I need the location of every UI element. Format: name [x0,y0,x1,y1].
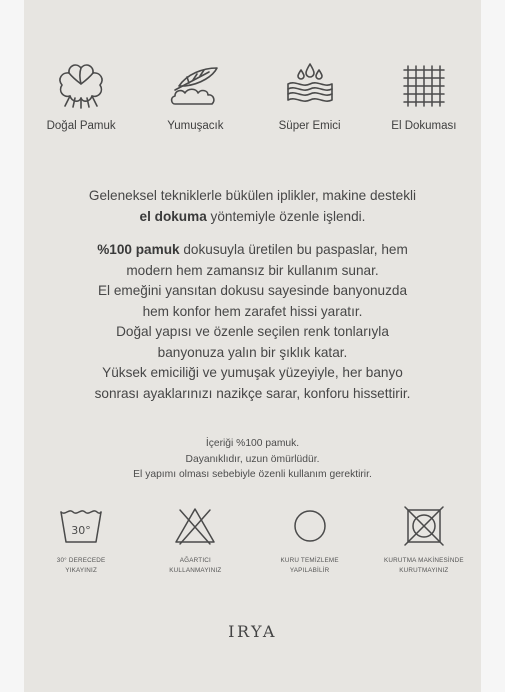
intro-paragraph [24,186,481,227]
intro-line: Geleneksel tekniklerle bükülen iplikler, makine destekli [88,188,417,203]
feature-soft [145,60,245,132]
body-line: El emeğini yansıtan dokusu sayesinde banyonuzda [97,283,408,298]
care-label-line: KURUTMAYINIZ [399,567,449,574]
care-label [57,556,106,576]
care-wash [26,504,136,576]
care-label-line: KULLANMAYINIZ [169,567,222,574]
body-line: modern hem zamansız bir kullanım sunar. [126,262,379,278]
body-line: sonrası ayaklarınızı nazikçe sarar, konforu hissettirir. [94,385,411,401]
care-label [384,556,464,576]
info-line: El yapımı olması sebebiyle özenli kullanım gerektirir. [133,469,372,480]
care-label-line: KURUTMA MAKİNESİNDE [384,557,464,564]
no-tumble-dry-icon [401,504,447,548]
care-label-line: YIKAYINIZ [65,567,97,574]
feature-label: Yumuşacık [167,120,224,132]
feature-handwoven [374,60,474,132]
care-label-line: 30° DERECEDE [56,557,106,564]
body-line: Doğal yapısı ve özenle seçilen renk tonlarıyla [116,324,389,339]
care-instructions-row [24,504,481,576]
feature-absorbent [260,60,360,132]
care-label [280,556,338,576]
care-label-line: AĞARTICI [179,557,211,564]
body-rest: dokusuyla üretilen bu paspaslar, hem [179,242,408,257]
info-line: Dayanıklıdır, uzun ömürlüdür. [185,453,320,465]
feature-label: El Dokuması [391,120,457,132]
body-line [24,240,481,261]
body-line: banyonuza yalın bir şıklık katar. [157,344,348,360]
intro-line [24,207,481,228]
care-no-tumble-dry [369,504,479,576]
care-label [169,556,221,576]
info-line: İçeriği %100 pamuk. [205,438,300,449]
intro-rest: yöntemiyle özenle işlendi. [206,208,366,224]
product-info-panel [24,0,481,692]
body-bold: %100 pamuk [97,242,180,257]
absorbent-drops-icon [282,60,338,112]
woven-grid-icon [396,60,452,112]
info-notes [24,436,481,483]
body-paragraph [24,240,481,404]
cotton-icon [53,60,109,112]
no-bleach-icon [172,504,218,548]
wash-temperature-text: 30° [71,524,91,537]
care-no-bleach [140,504,250,576]
intro-bold: el dokuma [139,208,207,224]
care-dry-clean [255,504,365,576]
brand-logo: IRYA [228,622,277,641]
care-label-line: KURU TEMİZLEME [280,557,339,564]
feature-icons-row [24,60,481,132]
care-label-line: YAPILABİLİR [289,567,330,574]
feather-cloud-icon [167,60,223,112]
body-line: Yüksek emiciliği ve yumuşak yüzeyiyle, her banyo [102,365,403,380]
feature-label: Süper Emici [278,120,341,132]
feature-label: Doğal Pamuk [46,120,116,132]
feature-natural-cotton [31,60,131,132]
dry-clean-icon [287,504,333,548]
body-line: hem konfor hem zarafet hissi yaratır. [142,303,363,319]
wash-30-icon [58,504,104,548]
